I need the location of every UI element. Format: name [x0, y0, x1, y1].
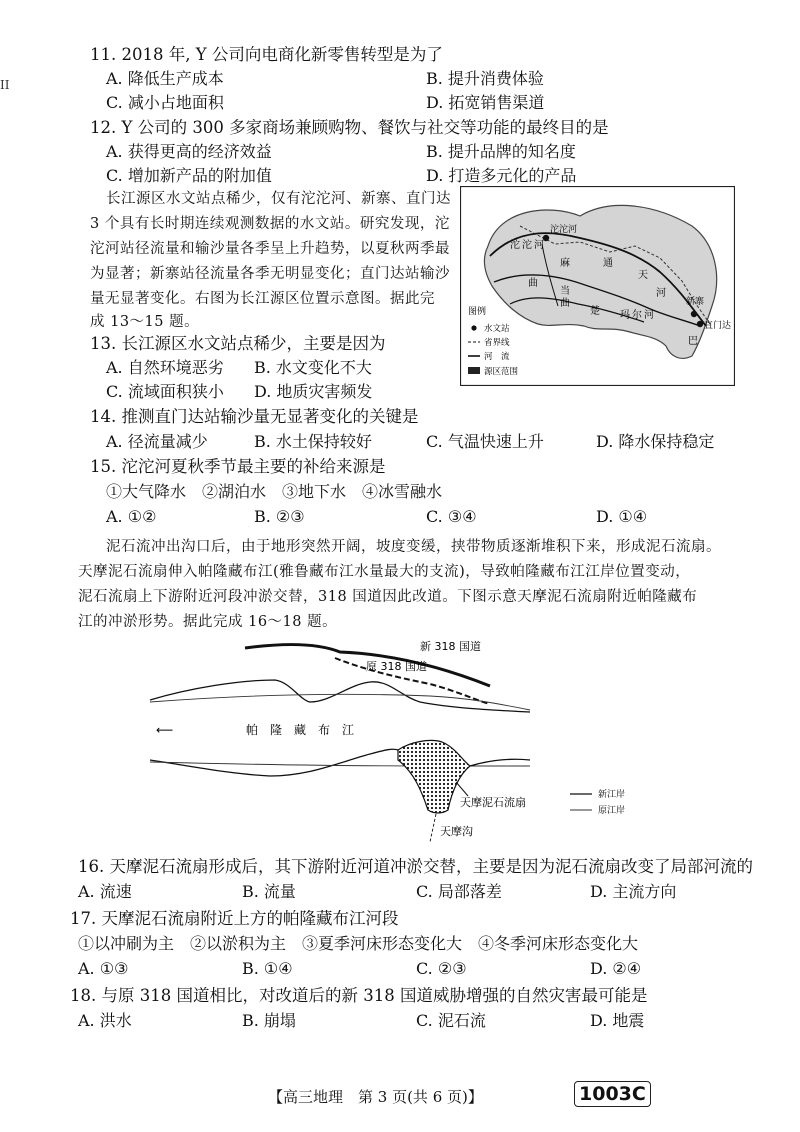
station-xinzhai-marker: [691, 311, 697, 317]
q12-option-d[interactable]: D. 打造多元化的产品: [426, 166, 577, 185]
legend-new-bank-label: 新江岸: [598, 790, 626, 800]
region-char: 麻: [560, 258, 570, 269]
new-road-label: 新 318 国道: [420, 640, 481, 653]
flow-arrow: ⟵: [156, 723, 174, 737]
q13-option-a[interactable]: A. 自然环境恶劣: [106, 358, 224, 377]
q17-option-c[interactable]: C. ②③: [416, 959, 467, 978]
passage2-line: 江的冲淤形势。据此完成 16～18 题。: [78, 614, 338, 630]
region-char: 楚: [590, 306, 600, 317]
q18-option-d[interactable]: D. 地震: [590, 1011, 645, 1030]
q15-items: ①大气降水 ②湖泊水 ③地下水 ④冰雪融水: [106, 482, 443, 501]
legend-title: 图例: [468, 307, 487, 317]
region-char: 天: [638, 270, 648, 281]
margin-mark: II: [0, 78, 10, 92]
legend-old-bank-label: 原江岸: [598, 806, 626, 816]
passage1-line: 3 个具有长时期连续观测数据的水文站。研究发现，沱: [90, 216, 450, 232]
q15-option-d[interactable]: D. ①④: [596, 507, 648, 526]
river-label: 帕 隆 藏 布 江: [246, 723, 355, 737]
passage1-line: 量无显著变化。右图为长江源区位置示意图。据此完: [90, 291, 435, 307]
region-char: 河: [644, 310, 654, 321]
legend-label: 河 流: [484, 352, 510, 362]
region-char: 曲: [528, 278, 538, 289]
station-tuotuohe-marker: [543, 235, 549, 241]
q16-option-c[interactable]: C. 局部落差: [416, 882, 502, 901]
q15-option-b[interactable]: B. ②③: [254, 507, 305, 526]
q12-option-b[interactable]: B. 提升品牌的知名度: [426, 142, 576, 161]
legend-region-symbol: [468, 367, 480, 374]
passage1-line: 成 13～15 题。: [90, 314, 200, 330]
fan-label: 天摩泥石流扇: [460, 796, 526, 809]
gully-line: [430, 814, 436, 842]
station-label: 新寨: [686, 297, 705, 307]
passage1-line: 长江源区水文站点稀少，仅有沱沱河、新寨、直门达: [106, 191, 451, 207]
q18-option-b[interactable]: B. 崩塌: [242, 1011, 296, 1030]
passage2-line: 泥石流扇上下游附近河段冲淤交替，318 国道因此改道。下图示意天摩泥石流扇附近帕隆藏布: [78, 589, 698, 605]
q18-option-a[interactable]: A. 洪水: [78, 1011, 132, 1030]
region-char: 河: [534, 240, 544, 251]
q17-option-b[interactable]: B. ①④: [242, 959, 293, 978]
q16-stem: 16. 天摩泥石流扇形成后，其下游附近河道冲淤交替，主要是因为泥石流扇改变了局部河流的: [78, 857, 753, 876]
region-char: 沱: [510, 240, 520, 251]
passage1-line: 为显著；新寨站径流量各季无明显变化；直门达站输沙: [90, 266, 450, 282]
q14-option-a[interactable]: A. 径流量减少: [106, 432, 208, 451]
region-char: 沱: [522, 240, 532, 251]
q18-option-c[interactable]: C. 泥石流: [416, 1011, 486, 1030]
q14-option-d[interactable]: D. 降水保持稳定: [596, 432, 715, 451]
q11-option-a[interactable]: A. 降低生产成本: [106, 69, 224, 88]
q16-option-b[interactable]: B. 流量: [242, 882, 296, 901]
q13-option-b[interactable]: B. 水文变化不大: [254, 358, 372, 377]
legend-label: 省界线: [484, 338, 510, 348]
river-scour-diagram: [130, 630, 650, 845]
station-label: 沱沱河: [550, 225, 578, 235]
q12-option-c[interactable]: C. 增加新产品的附加值: [106, 166, 272, 185]
q13-option-c[interactable]: C. 流域面积狭小: [106, 382, 224, 401]
q14-stem: 14. 推测直门达站输沙量无显著变化的关键是: [90, 407, 419, 426]
q15-option-c[interactable]: C. ③④: [426, 507, 477, 526]
q11-stem: 11. 2018 年, Y 公司向电商化新零售转型是为了: [90, 45, 443, 64]
q17-stem: 17. 天摩泥石流扇附近上方的帕隆藏布江河段: [70, 909, 399, 928]
passage1-line: 沱河站径流量和输沙量各季呈上升趋势，以夏秋两季最: [90, 241, 450, 257]
lower-new-bank-right: [470, 759, 530, 766]
region-char: 当: [560, 286, 570, 297]
q11-option-c[interactable]: C. 减小占地面积: [106, 93, 224, 112]
q16-option-a[interactable]: A. 流速: [78, 882, 132, 901]
fan-pointer: [456, 782, 468, 796]
legend-station-symbol: [471, 325, 476, 330]
old-road-label: 原 318 国道: [366, 660, 427, 673]
legend-label: 源区范围: [484, 367, 519, 377]
q14-option-c[interactable]: C. 气温快速上升: [426, 432, 544, 451]
q13-option-d[interactable]: D. 地质灾害频发: [254, 382, 373, 401]
station-zhimenda-marker: [697, 321, 703, 327]
q15-option-a[interactable]: A. ①②: [106, 507, 157, 526]
gully-label: 天摩沟: [440, 825, 473, 838]
region-char: 曲: [560, 298, 570, 309]
exam-code-badge: 1003C: [574, 1081, 651, 1107]
q13-stem: 13. 长江源区水文站点稀少，主要是因为: [90, 334, 386, 353]
legend-label: 水文站: [484, 324, 510, 334]
region-char: 河: [656, 288, 666, 299]
q12-option-a[interactable]: A. 获得更高的经济效益: [106, 142, 272, 161]
upper-old-bank: [150, 694, 530, 710]
passage2-line: 泥石流冲出沟口后，由于地形突然开阔，坡度变缓，挟带物质逐渐堆积下来，形成泥石流扇。: [106, 539, 721, 555]
region-char: 尔: [632, 310, 642, 321]
region-char: 巴: [688, 336, 698, 347]
q17-option-d[interactable]: D. ②④: [590, 959, 642, 978]
q17-option-a[interactable]: A. ①③: [78, 959, 129, 978]
upper-new-bank: [150, 680, 530, 712]
q16-option-d[interactable]: D. 主流方向: [590, 882, 677, 901]
station-label: 直门达: [704, 321, 732, 331]
q11-option-b[interactable]: B. 提升消费体验: [426, 69, 544, 88]
yangtze-source-map: [460, 186, 735, 386]
page-footer: 【高三地理 第 3 页(共 6 页)】: [268, 1088, 483, 1106]
q12-stem: 12. Y 公司的 300 多家商场兼顾购物、餐饮与社交等功能的最终目的是: [90, 118, 609, 137]
passage2-line: 天摩泥石流扇伸入帕隆藏布江(雅鲁藏布江水量最大的支流)，导致帕隆藏布江江岸位置变动，: [78, 564, 691, 580]
q15-stem: 15. 沱沱河夏秋季节最主要的补给来源是: [90, 457, 386, 476]
q14-option-b[interactable]: B. 水土保持较好: [254, 432, 372, 451]
region-char: 通: [603, 258, 613, 269]
q18-stem: 18. 与原 318 国道相比，对改道后的新 318 国道威胁增强的自然灾害最可能是: [70, 986, 648, 1005]
region-char: 玛: [620, 310, 630, 321]
q11-option-d[interactable]: D. 拓宽销售渠道: [426, 93, 545, 112]
q17-items: ①以冲刷为主 ②以淤积为主 ③夏季河床形态变化大 ④冬季河床形态变化大: [78, 934, 639, 953]
